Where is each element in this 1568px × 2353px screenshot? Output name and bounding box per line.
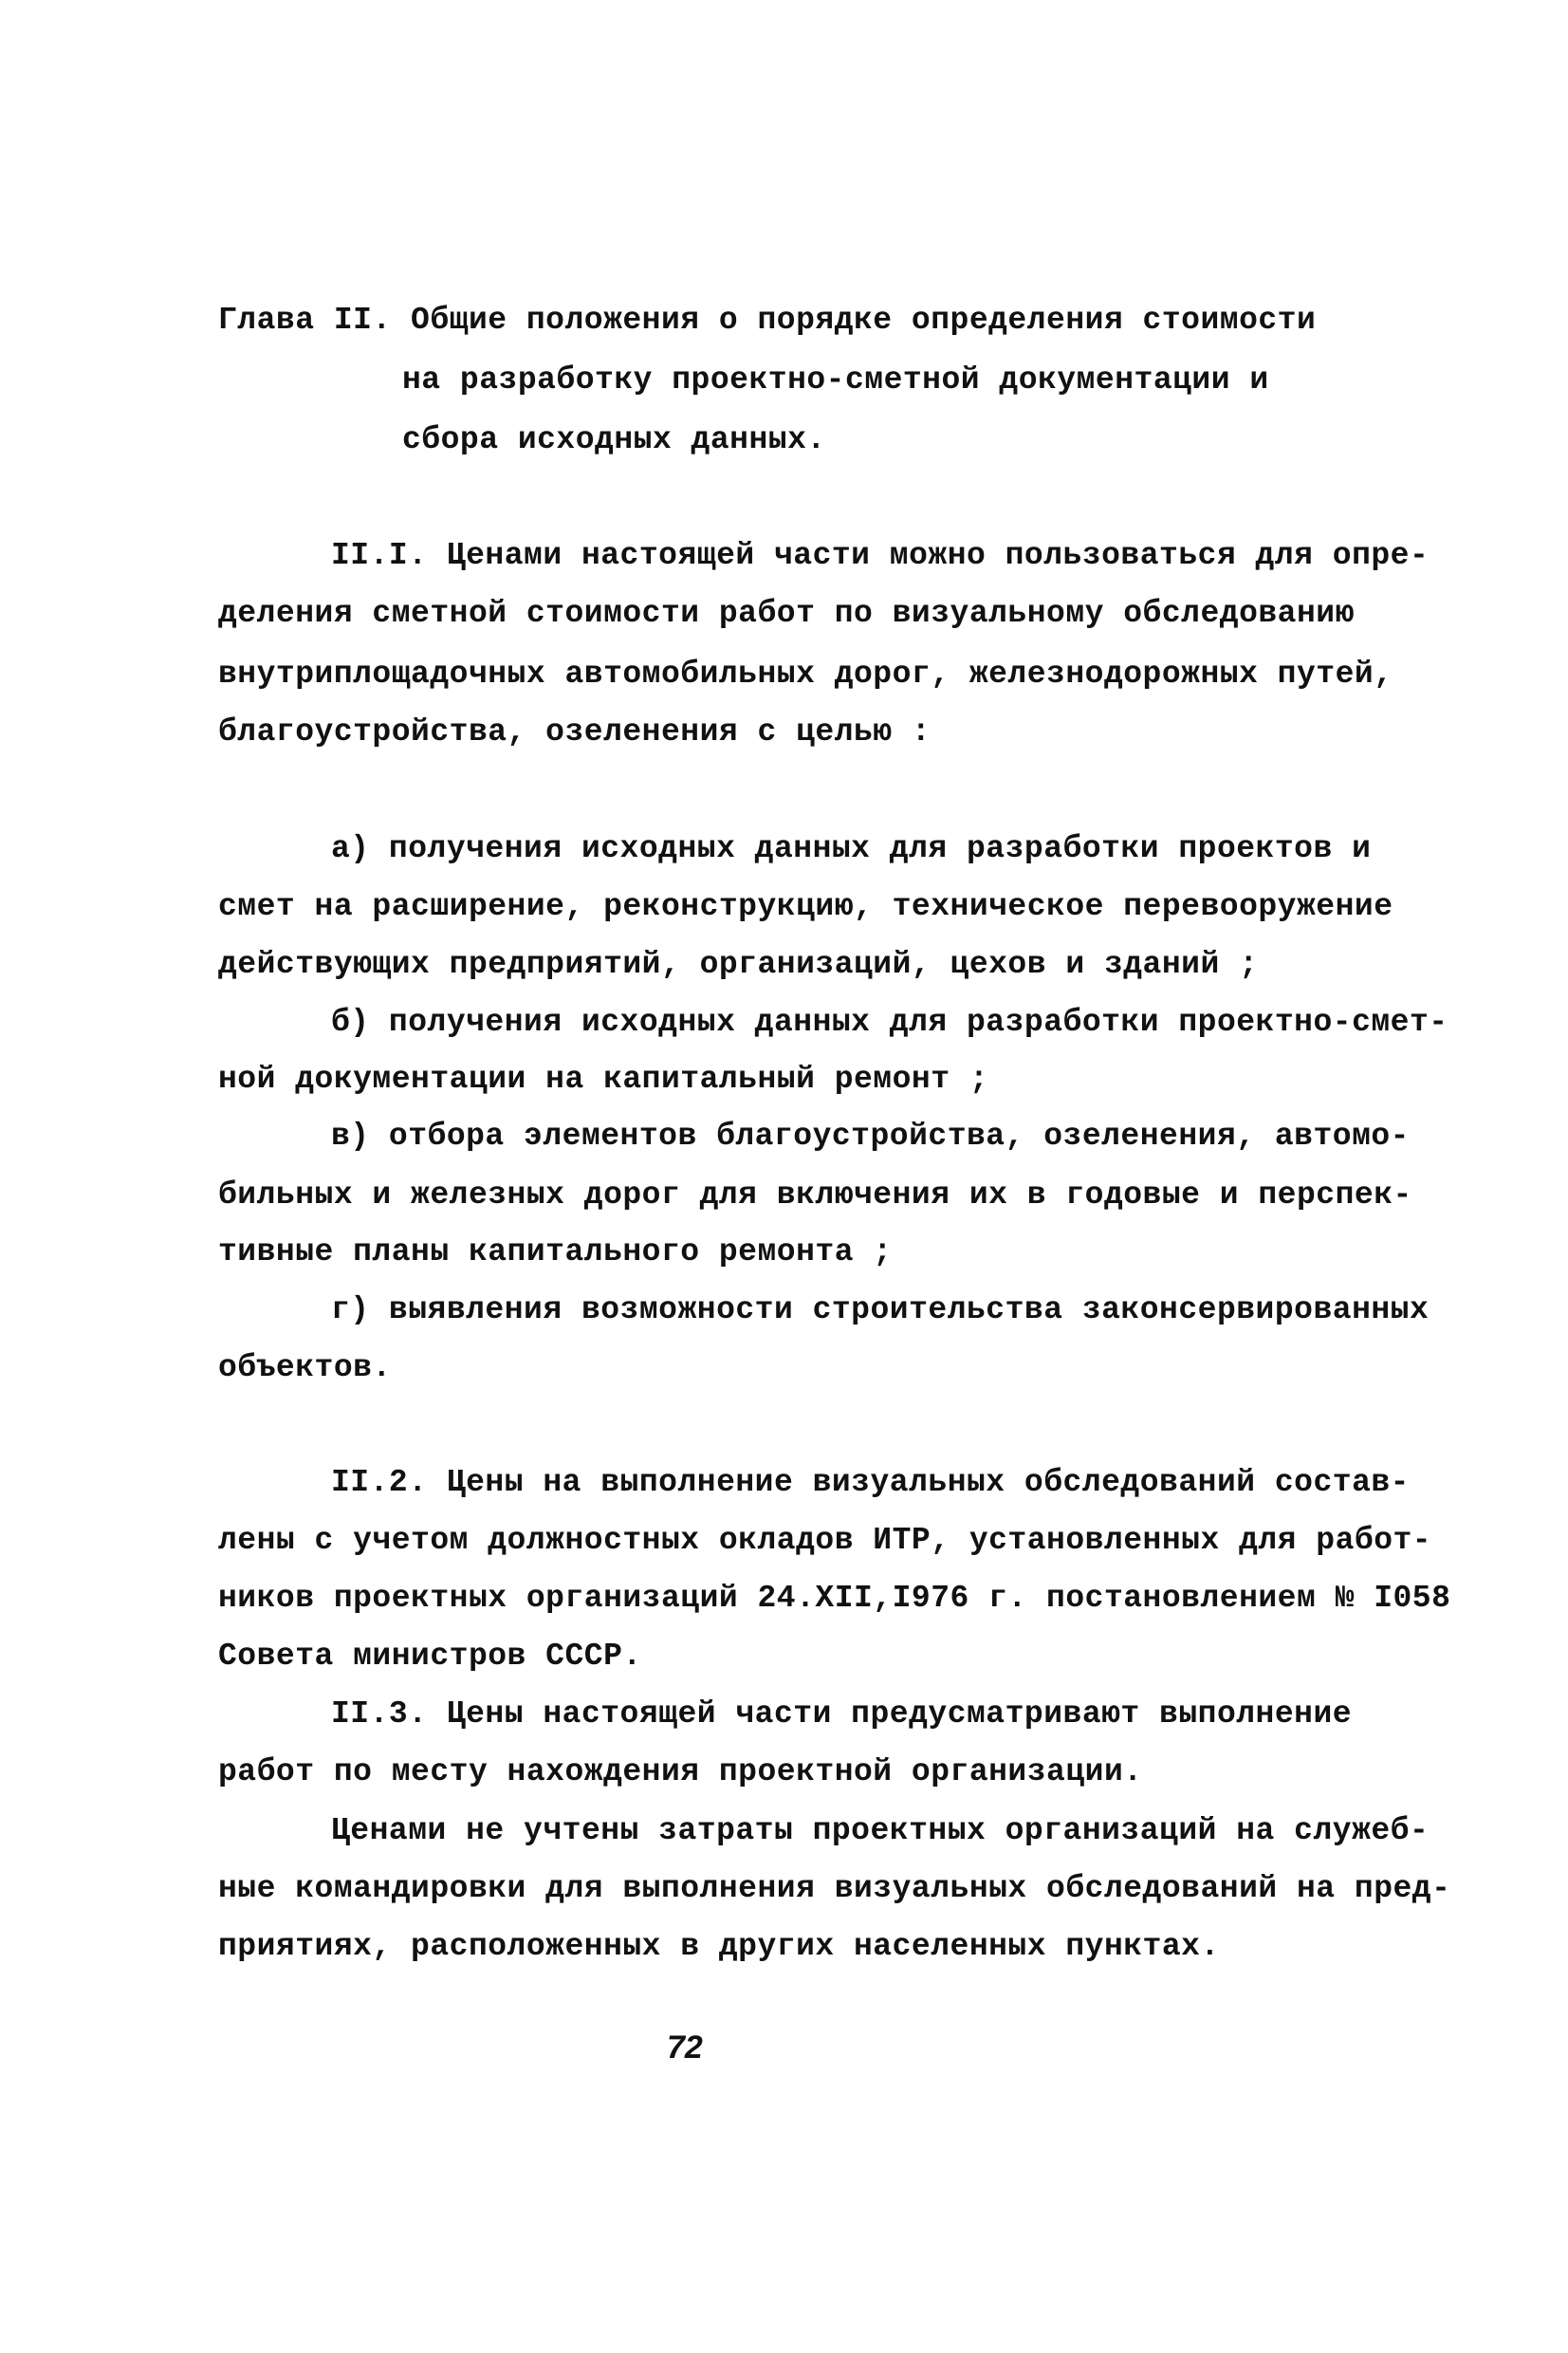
paragraph-line: работ по месту нахождения проектной организации.: [218, 1754, 1143, 1789]
paragraph-line: ные командировки для выполнения визуальных обследований на пред-: [218, 1871, 1451, 1906]
list-item: г) выявления возможности строительства законсервированных: [331, 1292, 1430, 1327]
paragraph-line: Ценами не учтены затраты проектных организаций на служеб-: [331, 1813, 1430, 1848]
list-item-continuation: смет на расширение, реконструкцию, техническое перевооружение: [218, 889, 1393, 924]
list-item-continuation: ной документации на капитальный ремонт ;: [218, 1062, 989, 1097]
list-item-continuation: тивные планы капитального ремонта ;: [218, 1234, 893, 1269]
paragraph-line: приятиях, расположенных в других населенных пунктах.: [218, 1929, 1220, 1964]
heading-line: на разработку проектно-сметной документации и: [402, 362, 1269, 398]
list-item: в) отбора элементов благоустройства, озеленения, автомо-: [331, 1119, 1410, 1154]
paragraph-line: II.3. Цены настоящей части предусматривают выполнение: [331, 1696, 1353, 1732]
paragraph-line: II.I. Ценами настоящей части можно пользоваться для опре-: [331, 538, 1430, 573]
heading-line: Глава II. Общие положения о порядке определения стоимости: [218, 303, 1317, 338]
paragraph-line: лены с учетом должностных окладов ИТР, установленных для работ-: [218, 1523, 1432, 1558]
list-item-continuation: объектов.: [218, 1350, 392, 1385]
paragraph-line: благоустройства, озеленения с целью :: [218, 714, 932, 750]
paragraph-line: Совета министров СССР.: [218, 1639, 642, 1674]
list-item: б) получения исходных данных для разработки проектно-смет-: [331, 1005, 1448, 1040]
paragraph-line: деления сметной стоимости работ по визуальному обследованию: [218, 596, 1355, 631]
paragraph-line: внутриплощадочных автомобильных дорог, железнодорожных путей,: [218, 657, 1393, 692]
list-item-continuation: бильных и железных дорог для включения их в годовые и перспек-: [218, 1177, 1412, 1213]
paragraph-line: ников проектных организаций 24.XII,I976 г. постановлением № I058: [218, 1581, 1451, 1616]
heading-line: сбора исходных данных.: [402, 422, 826, 457]
page-number: 72: [667, 2029, 703, 2066]
paragraph-line: II.2. Цены на выполнение визуальных обследований состав-: [331, 1465, 1410, 1500]
list-item-continuation: действующих предприятий, организаций, цехов и зданий ;: [218, 947, 1259, 982]
list-item: а) получения исходных данных для разработки проектов и: [331, 831, 1372, 866]
